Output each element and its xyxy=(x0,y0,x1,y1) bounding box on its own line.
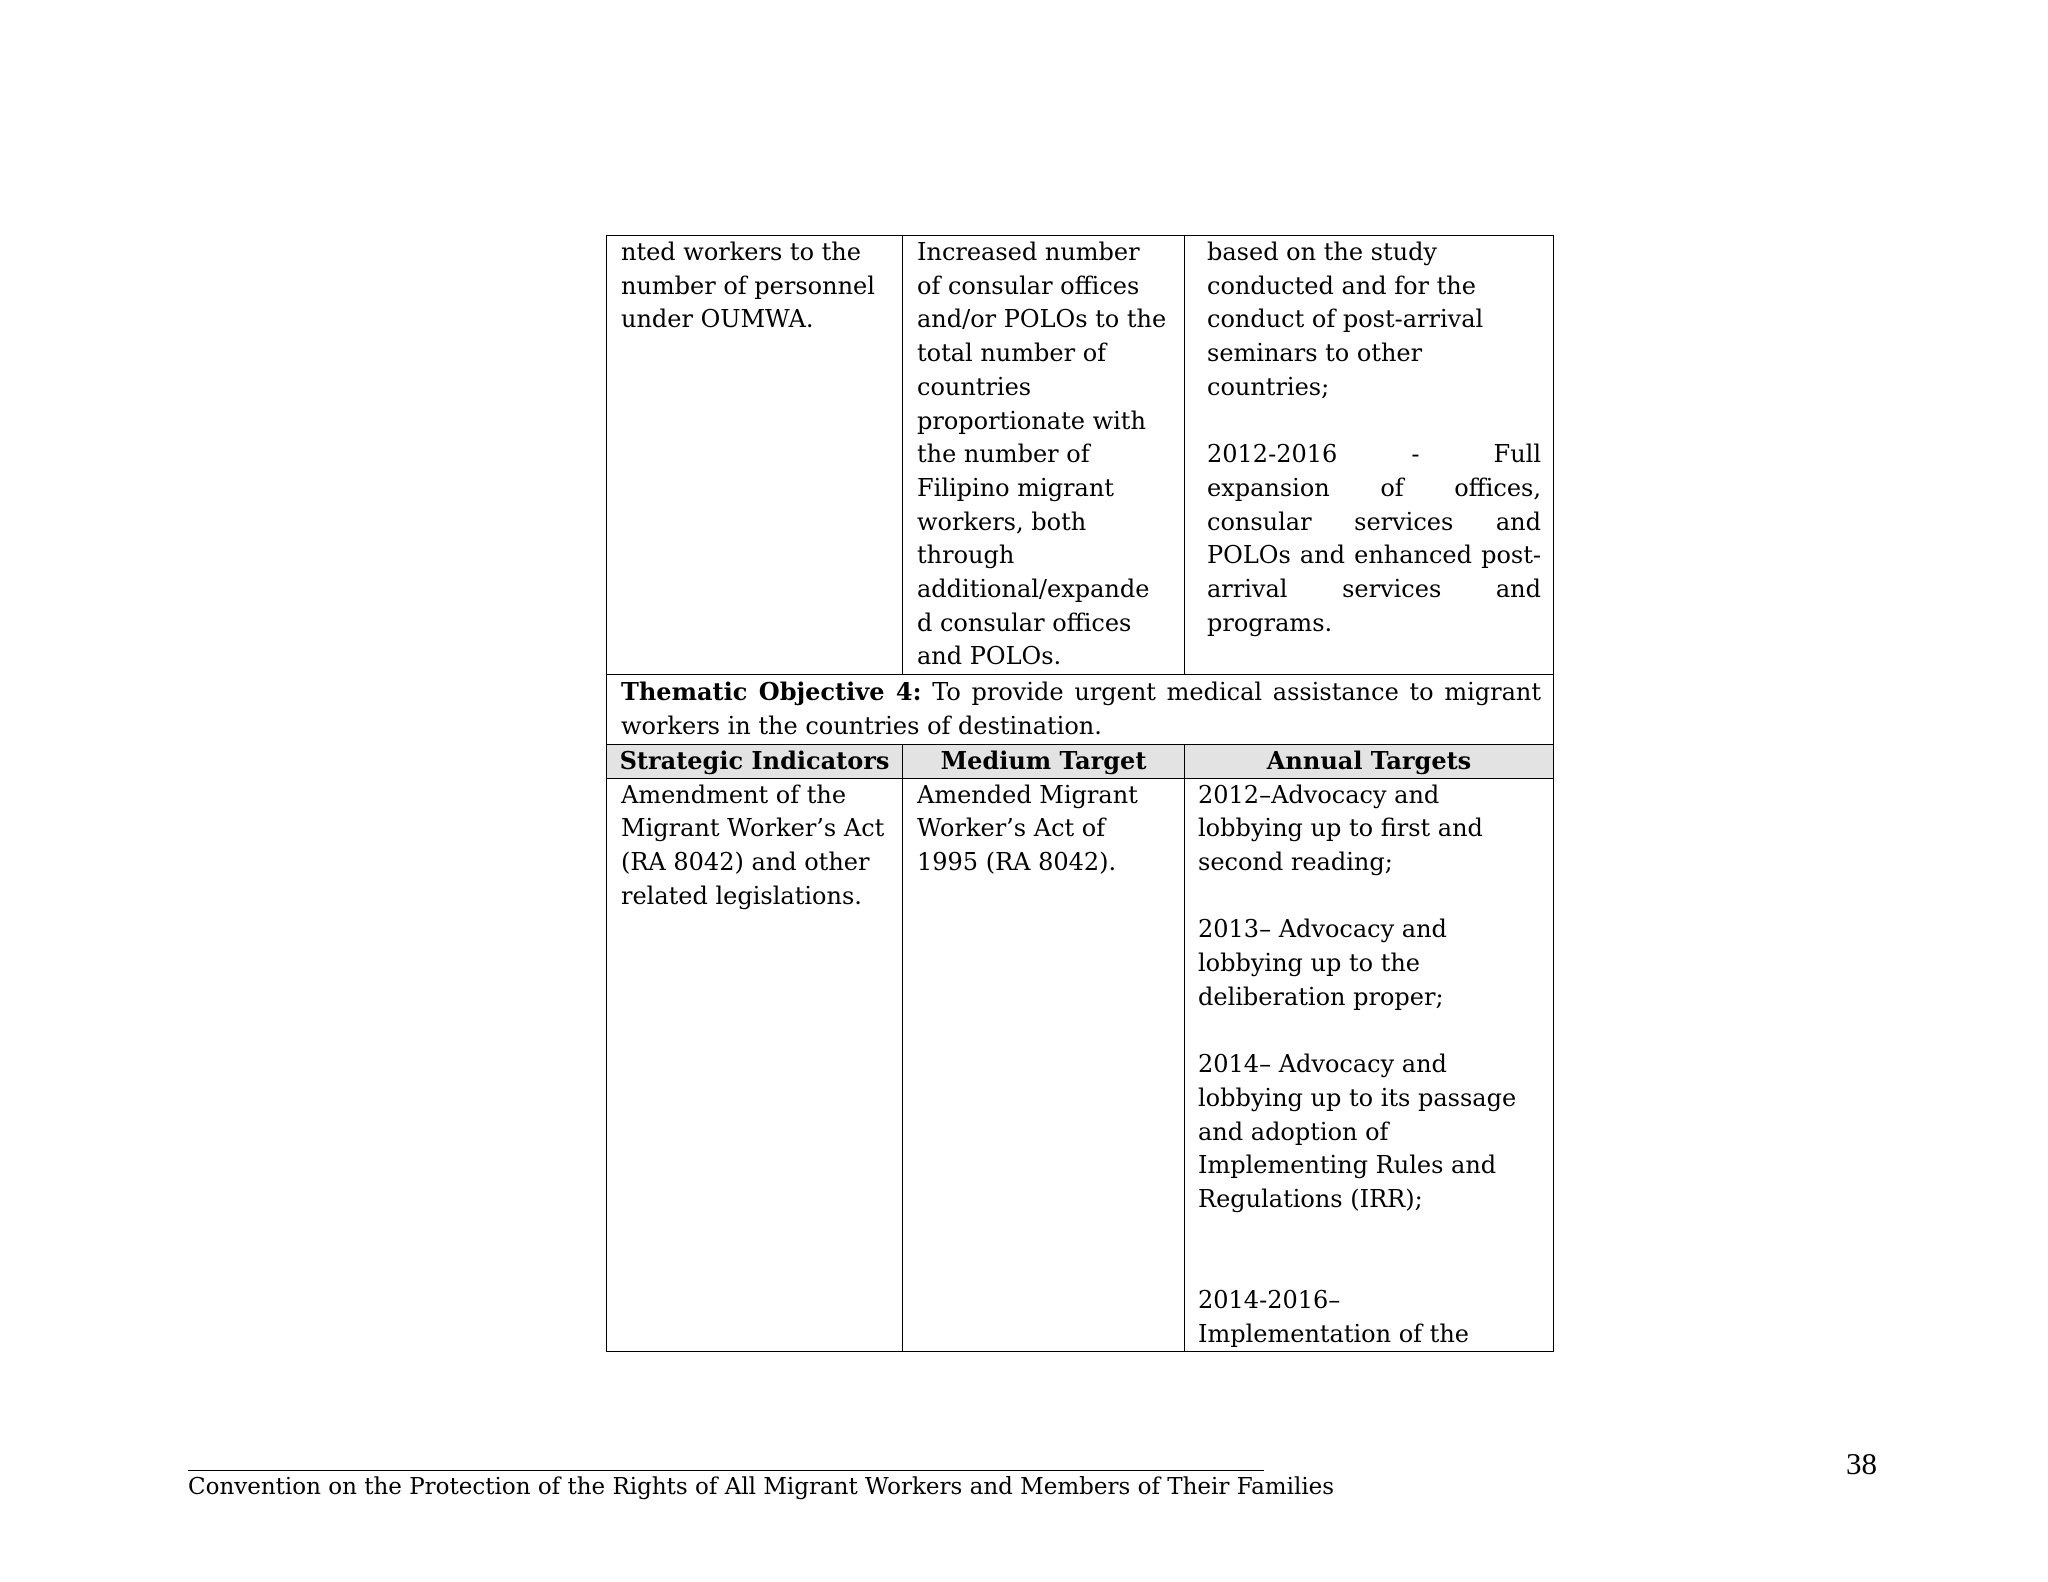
cell-line: 2013– Advocacy and xyxy=(1198,915,1447,944)
thematic-objective-cell xyxy=(607,675,1554,744)
cell-line: number of personnel xyxy=(621,271,875,300)
header-annual-targets: Annual Targets xyxy=(1185,744,1554,778)
cell-line: 2012–Advocacy and xyxy=(1198,780,1440,809)
thematic-objective-text: To provide urgent medical assistance to migrant workers in the countries of destination. xyxy=(621,678,1541,740)
header-strategic-indicators: Strategic Indicators xyxy=(607,744,903,778)
cell-line: 2012-2016 - Full xyxy=(1207,440,1541,469)
cell-line: lobbying up to first and xyxy=(1198,814,1483,843)
paragraph-gap xyxy=(1207,405,1541,439)
continued-annual-cell xyxy=(1185,236,1554,675)
cell-line: conducted and for the xyxy=(1207,271,1476,300)
cell-line: related legislations. xyxy=(621,881,862,910)
continued-indicator-cell xyxy=(607,236,903,675)
strategic-indicator-cell xyxy=(607,778,903,1352)
annual-targets-cell xyxy=(1185,778,1554,1352)
header-medium-target: Medium Target xyxy=(903,744,1185,778)
continued-row xyxy=(607,236,1554,675)
thematic-objective-row xyxy=(607,675,1554,744)
paragraph-gap xyxy=(1198,880,1541,914)
cell-line: based on the study xyxy=(1207,238,1437,266)
cell-line: nted workers to the xyxy=(621,238,861,266)
cell-line: workers, both xyxy=(917,507,1087,536)
cell-line: countries; xyxy=(1207,372,1330,401)
medium-target-cell xyxy=(903,778,1185,1352)
table-header-row xyxy=(607,744,1554,778)
footer-title: Convention on the Protection of the Rights of All Migrant Workers and Members of Their Families xyxy=(188,1474,1335,1500)
cell-line: and/or POLOs to the xyxy=(917,305,1167,334)
cell-line: 1995 (RA 8042). xyxy=(917,847,1117,876)
cell-line: consular services and xyxy=(1207,507,1541,536)
cell-line: 2014– Advocacy and xyxy=(1198,1050,1447,1079)
cell-line: deliberation proper; xyxy=(1198,982,1444,1011)
cell-line: conduct of post-arrival xyxy=(1207,305,1484,334)
footer-divider xyxy=(188,1470,1264,1471)
cell-line: total number of xyxy=(917,339,1107,368)
cell-line: arrival services and xyxy=(1207,575,1541,604)
cell-line: d consular offices xyxy=(917,608,1132,637)
cell-line: additional/expande xyxy=(917,575,1150,604)
cell-line: 2014-2016– xyxy=(1198,1286,1341,1315)
thematic-objective-label: Thematic Objective 4: xyxy=(621,677,922,707)
cell-line: the number of xyxy=(917,440,1090,469)
cell-line: through xyxy=(917,541,1015,570)
cell-line: expansion of offices, xyxy=(1207,473,1541,502)
cell-line: POLOs and enhanced post- xyxy=(1207,541,1541,570)
cell-line: lobbying up to the xyxy=(1198,949,1421,978)
cell-line: (RA 8042) and other xyxy=(621,847,870,876)
cell-line: lobbying up to its passage xyxy=(1198,1083,1517,1112)
page-number: 38 xyxy=(1846,1446,1877,1481)
cell-line: Regulations (IRR); xyxy=(1198,1184,1423,1213)
cell-line: Worker’s Act of xyxy=(917,814,1106,843)
cell-line: and POLOs. xyxy=(917,642,1062,671)
cell-line: seminars to other xyxy=(1207,339,1423,368)
cell-line: Implementing Rules and xyxy=(1198,1151,1497,1180)
paragraph-gap xyxy=(1198,1217,1541,1284)
cell-line: proportionate with xyxy=(917,406,1146,435)
cell-line: Increased number xyxy=(917,238,1140,266)
cell-line: under OUMWA. xyxy=(621,305,814,334)
cell-line: Amended Migrant xyxy=(917,780,1138,809)
cell-line: Migrant Worker’s Act xyxy=(621,814,885,843)
cell-line: Amendment of the xyxy=(621,780,847,809)
cell-line: countries xyxy=(917,372,1032,401)
cell-line: programs. xyxy=(1207,608,1333,637)
cell-line: Implementation of the xyxy=(1198,1319,1469,1348)
cell-line: of consular offices xyxy=(917,271,1140,300)
table-row xyxy=(607,778,1554,1352)
paragraph-gap xyxy=(1198,1014,1541,1048)
continued-target-cell xyxy=(903,236,1185,675)
cell-line: Filipino migrant xyxy=(917,473,1114,502)
cell-line: second reading; xyxy=(1198,847,1393,876)
targets-table xyxy=(606,235,1554,1352)
cell-line: and adoption of xyxy=(1198,1117,1389,1146)
